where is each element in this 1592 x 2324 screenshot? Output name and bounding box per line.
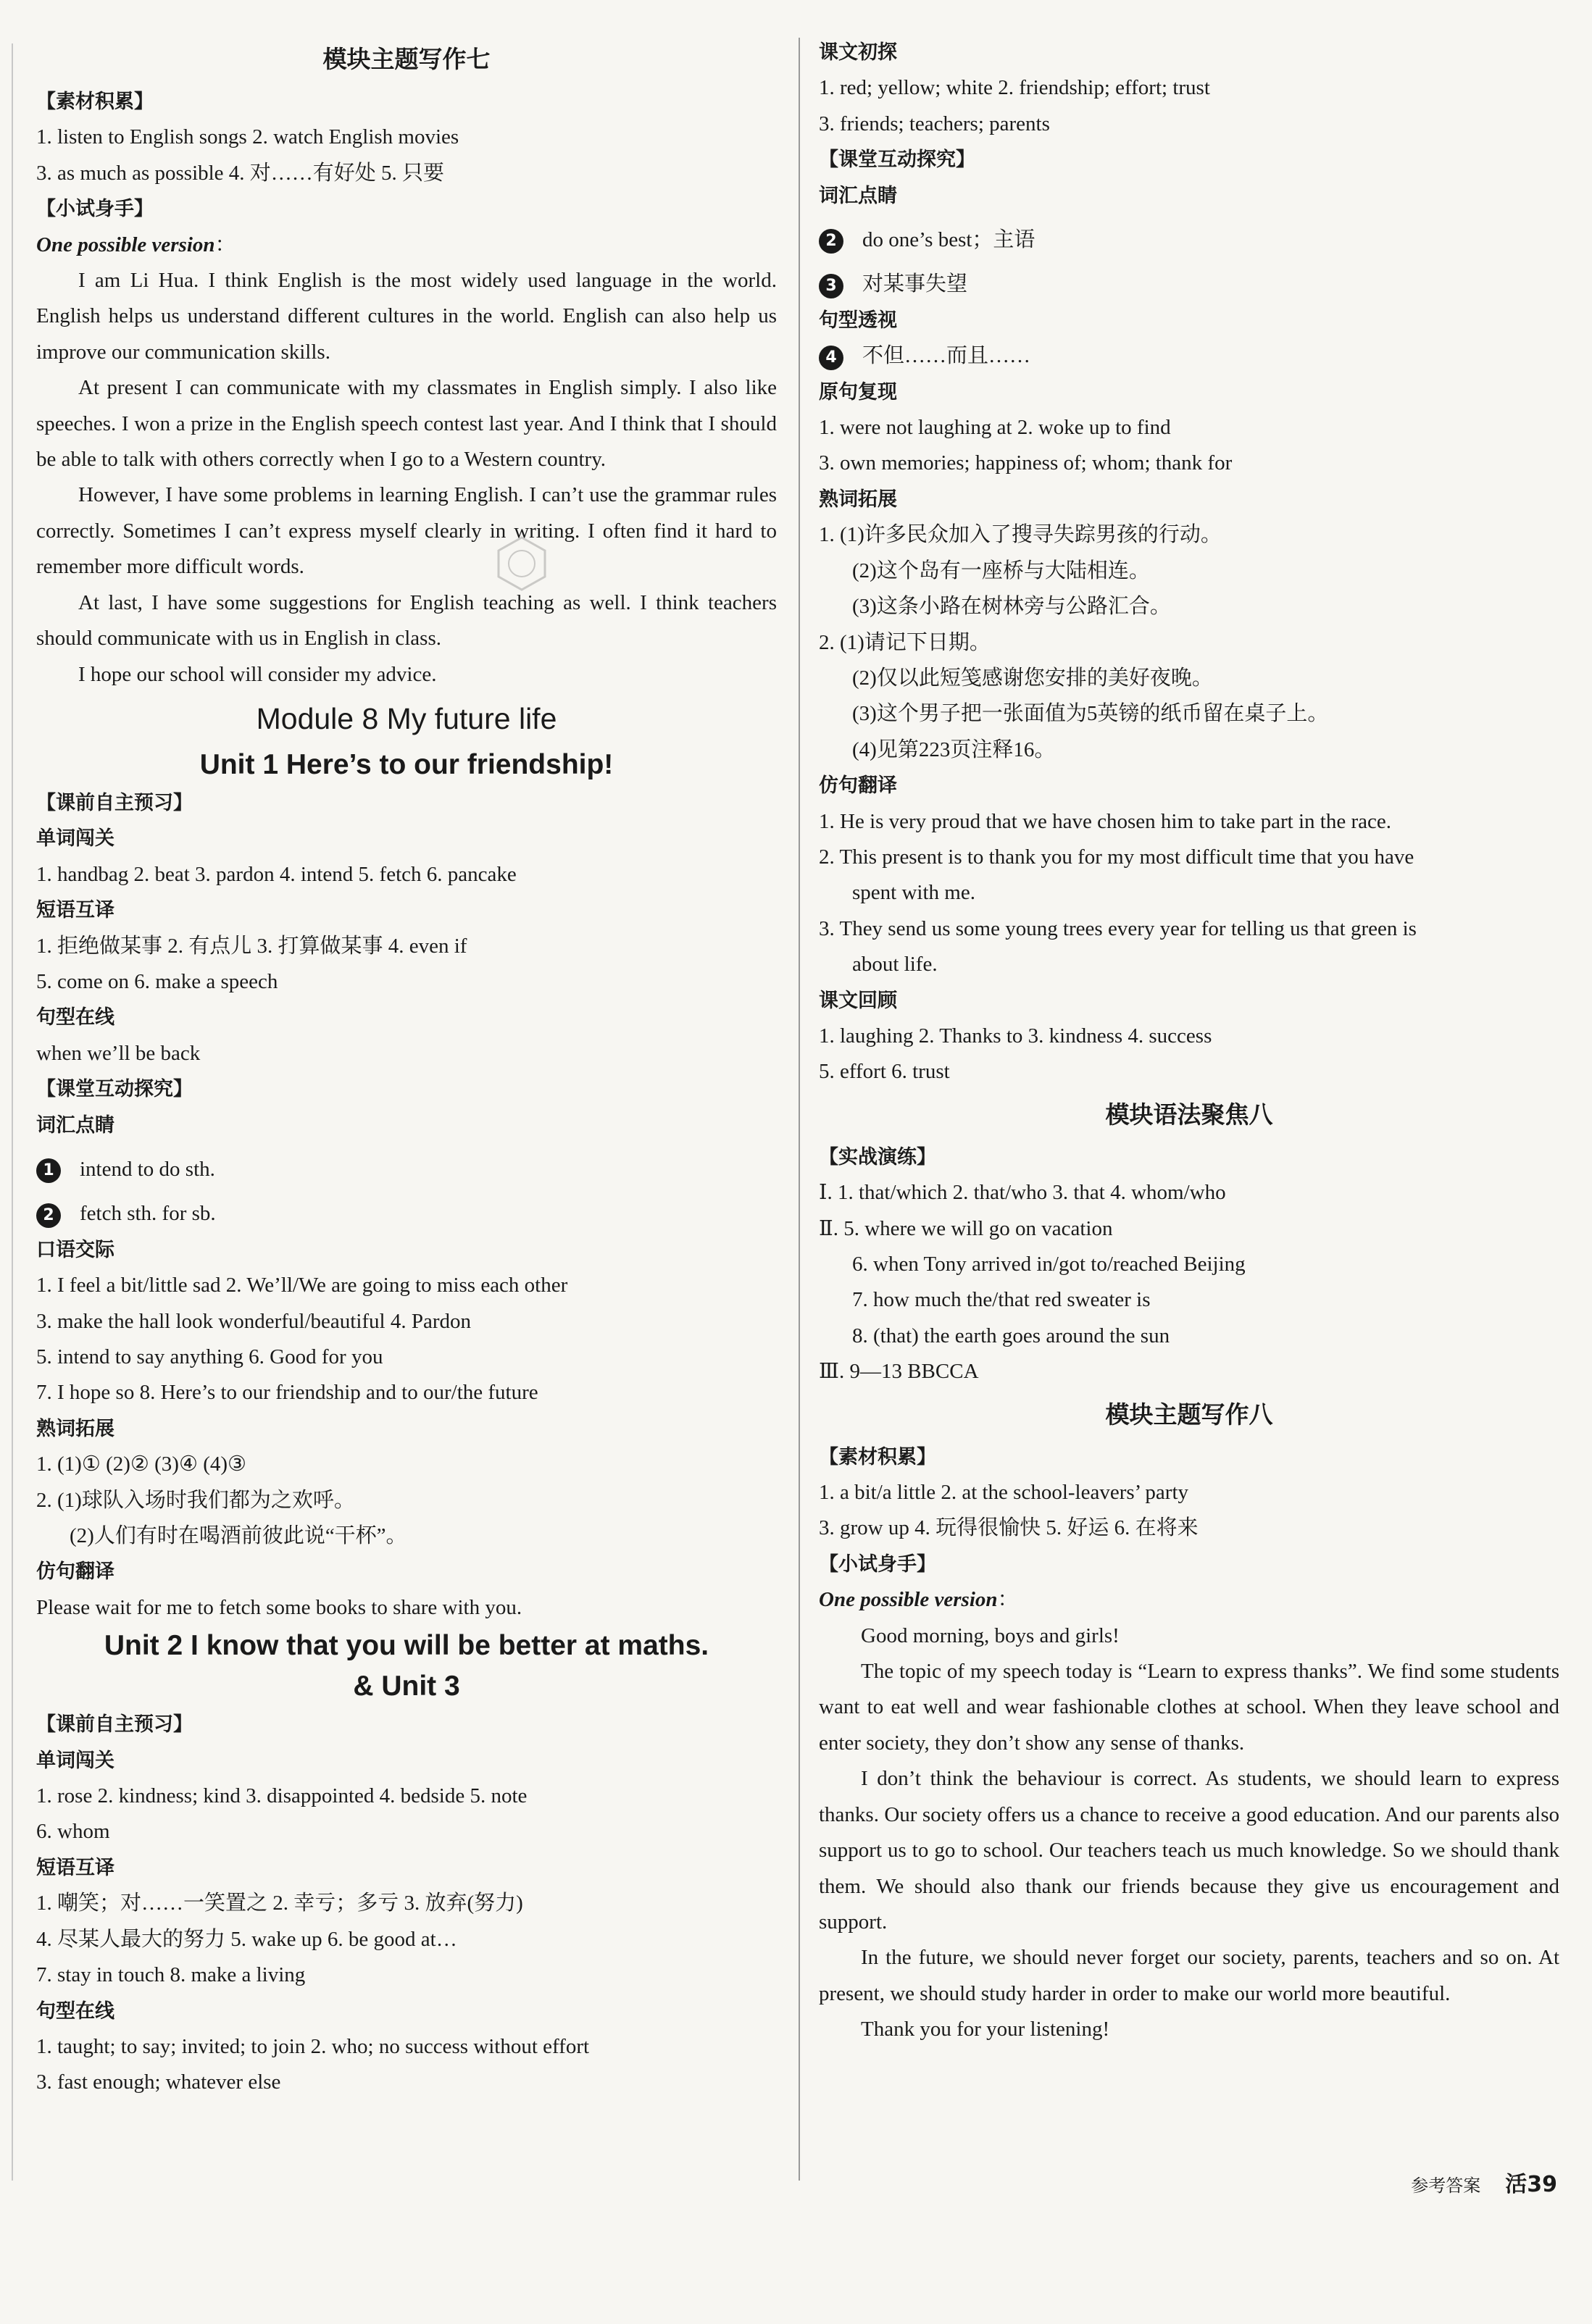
- answer-line: 4. 尽某人最大的努力 5. wake up 6. be good at…: [36, 1927, 457, 1951]
- numbered-item: [36, 1152, 777, 1187]
- answer-line: 5. come on 6. make a speech: [36, 969, 278, 993]
- essay-paragraph: I don’t think the behaviour is correct. As students, we should learn to express thanks. Our society offers us a chance to receive a good education. And our parents also support us to go to school. Our teachers teach us much knowledge. So we should thank them. We should also thank our friends because they give us encouragement and support.: [819, 1767, 1559, 1934]
- answer-line: (2)人们有时在喝酒前彼此说“干杯”。: [70, 1524, 407, 1548]
- answer-line: 7. I hope so 8. Here’s to our friendship and to our/the future: [36, 1381, 538, 1405]
- heading-sentence-analysis: 句型透视: [819, 309, 897, 332]
- essay-paragraph: In the future, we should never forget our society, parents, teachers and so on. At present, we should study harder in order to make our world more beautiful.: [819, 1946, 1559, 2005]
- numbered-item-text: do one’s best；主语: [862, 228, 1035, 252]
- tag-practice: 【实战演练】: [819, 1145, 936, 1169]
- answer-line: (3)这条小路在树林旁与公路汇合。: [852, 595, 1171, 619]
- page-number: 活39: [1505, 2172, 1557, 2197]
- footer-label: 参考答案: [1411, 2175, 1481, 2196]
- version-label-text: One possible version: [36, 233, 215, 256]
- answer-line: 3. fast enough; whatever else: [36, 2070, 281, 2094]
- essay-paragraph: Good morning, boys and girls!: [861, 1623, 1120, 1647]
- answer-line: 1. (1)① (2)② (3)④ (4)③: [36, 1452, 246, 1476]
- page-footer: [1411, 2166, 1557, 2198]
- answer-line: 1. red; yellow; white 2. friendship; effort; trust: [819, 76, 1210, 100]
- answer-line: 3. friends; teachers; parents: [819, 112, 1050, 135]
- answer-line: 3. as much as possible 4. 对……有好处 5. 只要: [36, 161, 445, 185]
- heading-vocabulary-highlights: 词汇点睛: [36, 1113, 114, 1137]
- answer-line: 1. rose 2. kindness; kind 3. disappointed 4. bedside 5. note: [36, 1784, 528, 1808]
- answer-line: 1. a bit/a little 2. at the school-leavers’ party: [819, 1481, 1189, 1505]
- answer-line: spent with me.: [852, 881, 975, 905]
- section-title-writing-8: 模块主题写作八: [1105, 1400, 1273, 1429]
- answer-line: 3. make the hall look wonderful/beautiful 4. Pardon: [36, 1309, 471, 1333]
- watermark-stamp-icon: [493, 535, 551, 593]
- numbered-item: [819, 267, 1559, 302]
- module-title: Module 8 My future life: [256, 701, 557, 735]
- circled-number-icon: 2: [819, 229, 843, 254]
- answer-line: Ⅰ. 1. that/which 2. that/who 3. that 4. whom/who: [819, 1181, 1226, 1205]
- answer-line: 7. how much the/that red sweater is: [852, 1288, 1151, 1312]
- answer-line: 1. (1)许多民众加入了搜寻失踪男孩的行动。: [819, 523, 1222, 547]
- answer-line: 6. when Tony arrived in/got to/reached Beijing: [852, 1253, 1246, 1276]
- heading-original-sentence-review: 原句复现: [819, 380, 897, 404]
- numbered-item: [819, 338, 1559, 374]
- unit-2-title: Unit 2 I know that you will be better at maths.: [104, 1630, 709, 1662]
- tag-try-it: 【小试身手】: [36, 198, 154, 221]
- answer-line: 1. were not laughing at 2. woke up to find: [819, 416, 1171, 440]
- numbered-item: [819, 222, 1559, 258]
- heading-vocabulary-challenge: 单词闯关: [36, 827, 114, 850]
- answer-line: Ⅲ. 9—13 BBCCA: [819, 1360, 979, 1384]
- circled-number-icon: 3: [819, 274, 843, 298]
- heading-familiar-word-extension: 熟词拓展: [819, 488, 897, 511]
- heading-phrase-translation: 短语互译: [36, 899, 114, 922]
- version-label-colon: ：: [214, 233, 236, 256]
- answer-line: when we’ll be back: [36, 1041, 201, 1065]
- answer-line: 2. (1)球队入场时我们都为之欢呼。: [36, 1488, 355, 1512]
- answer-line: 1. He is very proud that we have chosen him to take part in the race.: [819, 809, 1391, 833]
- essay-paragraph: I am Li Hua. I think English is the most widely used language in the world. English helps us understand different cultures in the world. English can also help us improve our communication skills.: [36, 269, 777, 364]
- version-label: [36, 227, 777, 263]
- section-title-writing-7: 模块主题写作七: [322, 45, 491, 73]
- essay-paragraph: At present I can communicate with my classmates in English simply. I also like speeches. I won a prize in the English speech contest last year. And I think that I should be able to talk with others correctly when I go to a Western country.: [36, 376, 777, 472]
- numbered-item-text: fetch sth. for sb.: [80, 1202, 216, 1226]
- tag-material-accumulation: 【素材积累】: [36, 91, 154, 113]
- answer-line: 2. (1)请记下日期。: [819, 630, 991, 654]
- answer-line: (3)这个男子把一张面值为5英镑的纸币留在桌子上。: [852, 702, 1329, 726]
- essay-paragraph: The topic of my speech today is “Learn to express thanks”. We find some students want to eat well and wear fashionable clothes at school. When they leave school and enter society, they don’t show any sense of thanks.: [819, 1660, 1559, 1755]
- heading-familiar-word-extension: 熟词拓展: [36, 1417, 114, 1440]
- tag-pre-class-preview: 【课前自主预习】: [36, 1713, 193, 1736]
- essay-paragraph: At last, I have some suggestions for English teaching as well. I think teachers should communicate with us in English in class.: [36, 590, 777, 651]
- tag-material-accumulation: 【素材积累】: [819, 1445, 936, 1468]
- circled-number-icon: 4: [819, 346, 843, 370]
- answer-line: 7. stay in touch 8. make a living: [36, 1963, 306, 1987]
- answer-line: 1. taught; to say; invited; to join 2. who; no success without effort: [36, 2034, 590, 2058]
- answer-line: 1. laughing 2. Thanks to 3. kindness 4. success: [819, 1024, 1212, 1048]
- heading-imitation-translation: 仿句翻译: [36, 1560, 114, 1584]
- answer-line: 8. (that) the earth goes around the sun: [852, 1324, 1170, 1347]
- answer-line: (2)这个岛有一座桥与大陆相连。: [852, 559, 1150, 582]
- answer-line: 1. handbag 2. beat 3. pardon 4. intend 5. fetch 6. pancake: [36, 862, 517, 886]
- answer-line: 2. This present is to thank you for my most difficult time that you have: [819, 845, 1414, 869]
- heading-sentence-online: 句型在线: [36, 1999, 114, 2023]
- essay-paragraph: I hope our school will consider my advice.: [78, 662, 437, 686]
- heading-oral-communication: 口语交际: [36, 1238, 114, 1261]
- column-divider: [799, 38, 800, 2181]
- answer-line: (4)见第223页注释16。: [852, 737, 1056, 761]
- answer-line: about life.: [852, 953, 938, 977]
- answer-line: 1. I feel a bit/little sad 2. We’ll/We are going to miss each other: [36, 1274, 568, 1297]
- version-label-colon: ：: [997, 1588, 1019, 1612]
- section-title-grammar-8: 模块语法聚焦八: [1105, 1100, 1273, 1129]
- page-edge-shadow: [12, 43, 13, 2181]
- unit-2-title-continued: & Unit 3: [353, 1671, 460, 1702]
- heading-vocabulary-challenge: 单词闯关: [36, 1749, 114, 1772]
- answer-line: 5. intend to say anything 6. Good for you: [36, 1345, 383, 1368]
- heading-vocabulary-highlights: 词汇点睛: [819, 184, 897, 207]
- answer-line: 6. whom: [36, 1820, 110, 1844]
- heading-sentence-online: 句型在线: [36, 1006, 114, 1029]
- answer-line: 1. listen to English songs 2. watch English movies: [36, 125, 459, 149]
- answer-line: (2)仅以此短笺感谢您安排的美好夜晚。: [852, 666, 1213, 690]
- tag-pre-class-preview: 【课前自主预习】: [36, 791, 193, 814]
- heading-phrase-translation: 短语互译: [36, 1856, 114, 1879]
- tag-classroom-interaction: 【课堂互动探究】: [819, 149, 975, 172]
- answer-line: 3. own memories; happiness of; whom; thank for: [819, 451, 1233, 475]
- circled-number-icon: 2: [36, 1203, 61, 1228]
- tag-try-it: 【小试身手】: [819, 1552, 936, 1576]
- tag-classroom-interaction: 【课堂互动探究】: [36, 1078, 193, 1101]
- answer-line: 3. They send us some young trees every year for telling us that green is: [819, 916, 1417, 940]
- circled-number-icon: 1: [36, 1158, 61, 1183]
- version-label-text: One possible version: [819, 1588, 998, 1612]
- answer-line: 3. grow up 4. 玩得很愉快 5. 好运 6. 在将来: [819, 1516, 1199, 1540]
- numbered-item-text: 对某事失望: [862, 272, 968, 296]
- answer-line: Please wait for me to fetch some books to share with you.: [36, 1595, 522, 1619]
- answer-line: 1. 拒绝做某事 2. 有点儿 3. 打算做某事 4. even if: [36, 934, 467, 958]
- numbered-item-text: 不但……而且……: [862, 344, 1031, 368]
- heading-text-first-look: 课文初探: [819, 41, 897, 64]
- answer-line: 1. 嘲笑；对……一笑置之 2. 幸亏；多亏 3. 放弃(努力): [36, 1892, 523, 1915]
- right-column: [819, 35, 1559, 2048]
- essay-paragraph: Thank you for your listening!: [861, 2018, 1110, 2041]
- left-column: [36, 35, 777, 2101]
- numbered-item-text: intend to do sth.: [80, 1157, 215, 1181]
- answer-line: 5. effort 6. trust: [819, 1060, 950, 1084]
- version-label: [819, 1582, 1559, 1618]
- heading-imitation-translation: 仿句翻译: [819, 774, 897, 798]
- essay-paragraph: However, I have some problems in learning English. I can’t use the grammar rules correctly. Sometimes I can’t express myself clearly in writing. I often find it hard to remember more difficult words.: [36, 483, 777, 579]
- answer-line: Ⅱ. 5. where we will go on vacation: [819, 1216, 1113, 1240]
- numbered-item: [36, 1196, 777, 1232]
- heading-text-review: 课文回顾: [819, 989, 897, 1012]
- unit-1-title: Unit 1 Here’s to our friendship!: [199, 748, 614, 780]
